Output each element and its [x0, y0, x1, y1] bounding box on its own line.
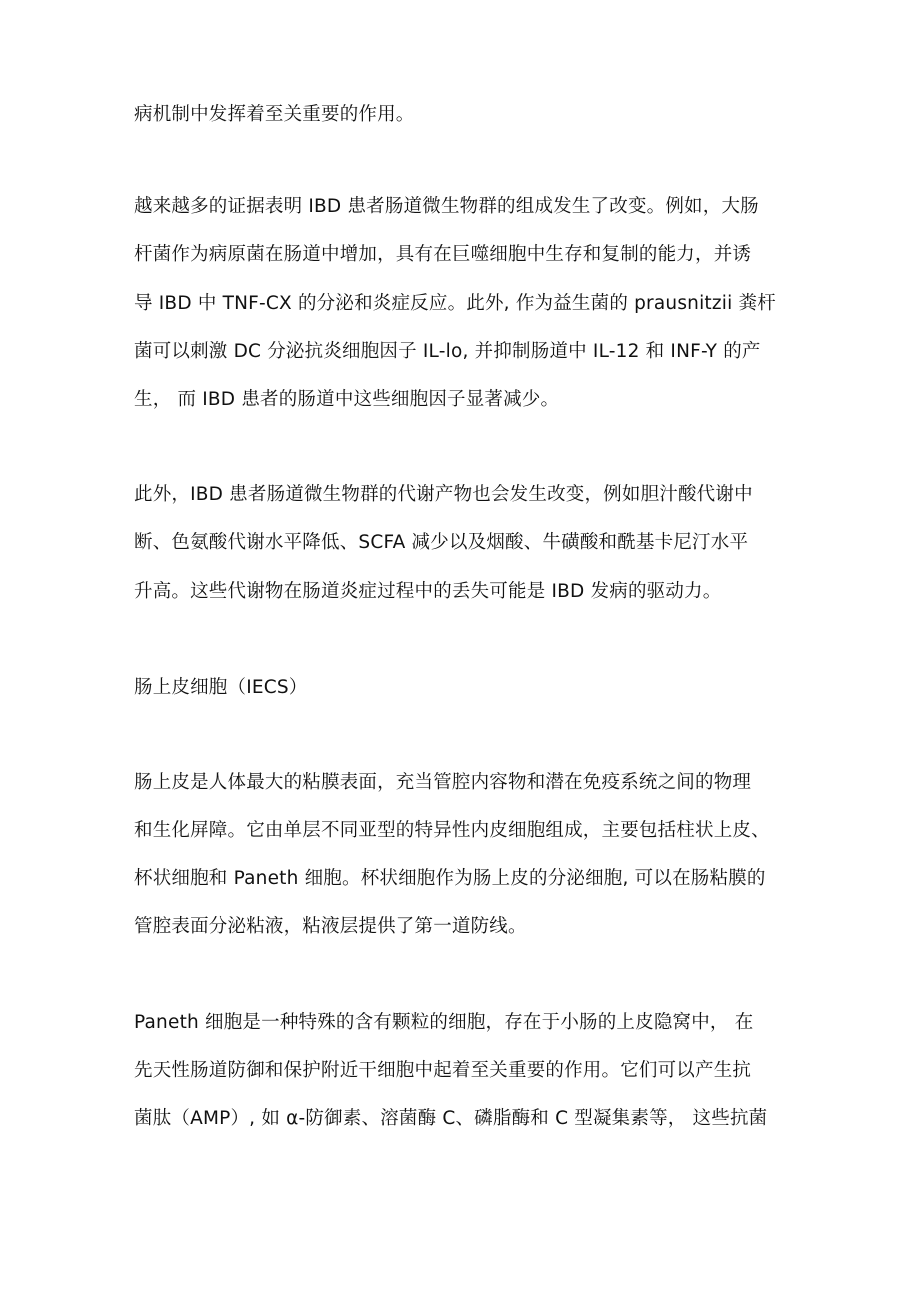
- text-line: Paneth 细胞是一种特殊的含有颗粒的细胞，存在于小肠的上皮隐窝中， 在: [134, 1012, 754, 1033]
- text-line: 导 IBD 中 TNF-CX 的分泌和炎症反应。此外, 作为益生菌的 prausnitzii 粪杆: [134, 293, 776, 314]
- text-line: 越来越多的证据表明 IBD 患者肠道微生物群的组成发生了改变。例如，大肠: [134, 196, 759, 217]
- text-line: 肠上皮是人体最大的粘膜表面，充当管腔内容物和潜在免疫系统之间的物理: [134, 772, 752, 793]
- text-line: 此外，IBD 患者肠道微生物群的代谢产物也会发生改变，例如胆汁酸代谢中: [134, 484, 753, 505]
- text-line: 生， 而 IBD 患者的肠道中这些细胞因子显著减少。: [134, 389, 560, 410]
- text-line: 菌可以刺激 DC 分泌抗炎细胞因子 IL-lo, 并抑制肠道中 IL-12 和 INF-Y 的产: [134, 341, 761, 362]
- text-line: 和生化屏障。它由单层不同亚型的特异性内皮细胞组成，主要包括柱状上皮、: [134, 820, 770, 841]
- text-line: 管腔表面分泌粘液，粘液层提供了第一道防线。: [134, 916, 527, 937]
- text-line: 杯状细胞和 Paneth 细胞。杯状细胞作为肠上皮的分泌细胞, 可以在肠粘膜的: [134, 868, 766, 889]
- section-heading: 肠上皮细胞（IECS）: [134, 677, 308, 698]
- text-line: 菌肽（AMP）, 如 α-防御素、溶菌酶 C、磷脂酶和 C 型凝集素等， 这些抗菌: [134, 1108, 768, 1129]
- text-line: 先天性肠道防御和保护附近干细胞中起着至关重要的作用。它们可以产生抗: [134, 1060, 752, 1081]
- text-line: 升高。这些代谢物在肠道炎症过程中的丢失可能是 IBD 发病的驱动力。: [134, 581, 722, 602]
- text-line: 杆菌作为病原菌在肠道中增加，具有在巨噬细胞中生存和复制的能力，并诱: [134, 244, 752, 265]
- text-line: 断、色氨酸代谢水平降低、SCFA 减少以及烟酸、牛磺酸和酰基卡尼汀水平: [134, 532, 749, 553]
- text-line: 病机制中发挥着至关重要的作用。: [134, 104, 415, 125]
